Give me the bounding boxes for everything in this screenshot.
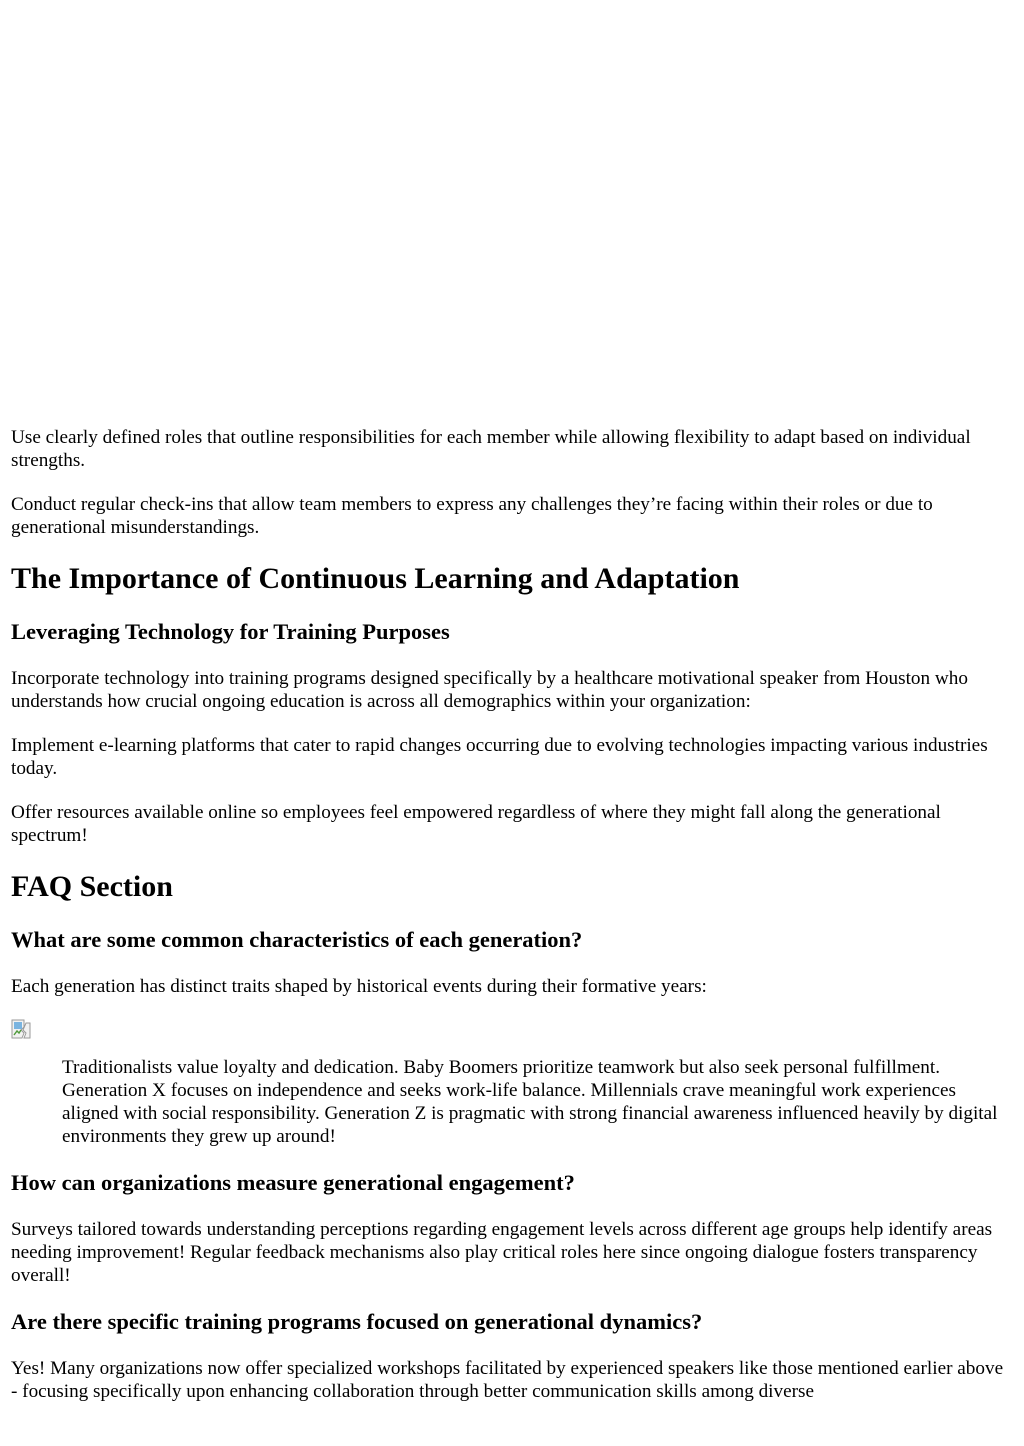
faq-answer-surveys: Surveys tailored towards understanding perceptions regarding engagement levels across different age groups help identify areas needing improvement! Regular feedback mechanisms also play critical roles here since ongoing dialogue fosters transparency overall! bbox=[11, 1219, 993, 1286]
paragraph-elearning: Implement e-learning platforms that cater to rapid changes occurring due to evolving technologies impacting various industries today. bbox=[11, 735, 988, 779]
broken-image-icon bbox=[11, 1019, 31, 1039]
faq-question-characteristics: What are some common characteristics of each generation? bbox=[11, 927, 583, 952]
heading-faq-section: FAQ Section bbox=[11, 870, 173, 903]
faq-answer-workshops: Yes! Many organizations now offer specialized workshops facilitated by experienced speakers like those mentioned earlier above - focusing specifically upon enhancing collaboration through better communication skills among diverse bbox=[11, 1358, 1004, 1402]
faq-answer-intro: Each generation has distinct traits shaped by historical events during their formative years: bbox=[11, 976, 707, 997]
blank-top-area bbox=[11, 0, 1014, 426]
paragraph-roles: Use clearly defined roles that outline responsibilities for each member while allowing flexibility to adapt based on individual strengths. bbox=[11, 427, 971, 471]
faq-question-measure-engagement: How can organizations measure generational engagement? bbox=[11, 1170, 575, 1195]
heading-continuous-learning: The Importance of Continuous Learning and Adaptation bbox=[11, 562, 740, 595]
paragraph-resources: Offer resources available online so employees feel empowered regardless of where they might fall along the generational spectrum! bbox=[11, 802, 941, 846]
faq-question-training-programs: Are there specific training programs focused on generational dynamics? bbox=[11, 1309, 703, 1334]
heading-leveraging-technology: Leveraging Technology for Training Purposes bbox=[11, 619, 450, 644]
paragraph-incorporate-technology: Incorporate technology into training programs designed specifically by a healthcare motivational speaker from Houston who understands how crucial ongoing education is across all demographics within your organization: bbox=[11, 668, 968, 712]
article-body bbox=[11, 0, 1014, 1424]
faq-answer-generations-quote: Traditionalists value loyalty and dedication. Baby Boomers prioritize teamwork but also seek personal fulfillment. Generation X focuses on independence and seeks work-life balance. Millennials crave meaningful work experiences aligned with social responsibility. Generation Z is pragmatic with strong financial awareness influenced heavily by digital environments they grew up around! bbox=[62, 1057, 998, 1147]
paragraph-checkins: Conduct regular check-ins that allow team members to express any challenges they’re facing within their roles or due to generational misunderstandings. bbox=[11, 494, 933, 538]
